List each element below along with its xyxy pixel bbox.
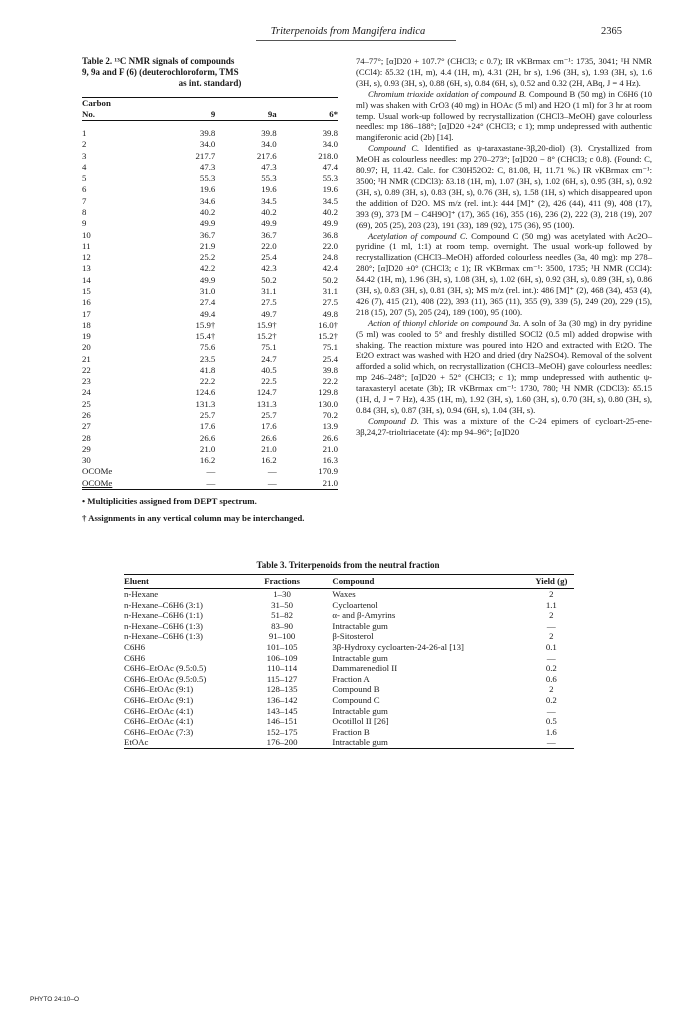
shift-value: 26.6 <box>199 432 216 443</box>
yield-value: 0.2 <box>545 663 557 674</box>
yield-value: 2 <box>549 631 554 642</box>
table-row <box>124 674 574 685</box>
shift-value: 24.8 <box>322 252 338 263</box>
eluent: C6H6–EtOAc (9.5:0.5) <box>124 663 207 674</box>
yield-value: 2 <box>549 684 554 695</box>
shift-value: 49.4 <box>199 308 216 319</box>
yield-value: 0.2 <box>545 694 557 705</box>
fraction-range: 128–135 <box>266 684 298 695</box>
compound-name: Fraction B <box>332 726 370 737</box>
paragraph-4-heading: Acetylation of compound C. <box>368 230 468 241</box>
shift-value: 50.2 <box>322 274 338 285</box>
paragraph-5-heading: Action of thionyl chloride on compound 3a. <box>368 317 521 328</box>
table-row <box>82 320 338 331</box>
eluent: C6H6–EtOAc (7:3) <box>124 726 194 737</box>
table2-caption-line2: 9, 9a and F (6) (deuterochloroform, TMS <box>82 67 239 77</box>
paragraph-1: 74–77°; [α]D20 + 107.7° (CHCl3; c 0.7); IR νKBrmax cm⁻¹: 1735, 3041; ¹H NMR (CCl4): δ5.32 (1H, m), 4.4 (1H, m), 4.31 (2H, br s), 1.96 (3H, s), 1.93 (3H, s), 1.6 (3H, s), 0.93 (3H, s), 0.88 (6H, s), 0.84 (6H, s), 0.52 and 0.32 (2H, ABq, J = 4 Hz). <box>356 56 652 88</box>
compound-name: Dammarenediol II <box>332 663 398 674</box>
shift-value: 130.0 <box>318 398 338 409</box>
shift-value: 15.4† <box>195 331 216 342</box>
paragraph-6-body: This was a mixture of the C-24 epimers of cycloart-25-ene-3β,24,27-trioltriacetate (4): mp 94–96°; [α]D20 <box>356 415 652 437</box>
shift-value: 49.9 <box>261 218 277 229</box>
footer-code: PHYTO 24:10–O <box>30 996 80 1003</box>
table-row <box>82 207 338 218</box>
table-row <box>124 737 574 748</box>
eluent: EtOAc <box>124 737 240 748</box>
shift-value: 34.0 <box>199 139 216 150</box>
shift-value: 75.1 <box>322 342 338 353</box>
table-row <box>124 653 574 664</box>
table2 <box>82 97 338 490</box>
table2-head-carbon: Carbon <box>82 98 154 110</box>
shift-value: 27.5 <box>261 297 277 308</box>
eluent: C6H6–EtOAc (9.5:0.5) <box>124 673 207 684</box>
shift-value: 19.6 <box>199 184 216 195</box>
carbon-number: 14 <box>82 274 91 285</box>
table2-head-no: No. <box>82 109 154 121</box>
paragraph-2-body: Compound B (50 mg) in C6H6 (10 ml) was shaken with CrO3 (40 mg) in HOAc (5 ml) and H2O (1 ml) for 3 hr at room temp. Usual work-up followed by recrystallization (CHCl3–MeOH) gave colourless needles: mp 186–188°; [α]D20 +24° (CHCl3; c 1); mmp undepressed with authentic mangiferonic acid (2b) [14]. <box>356 88 652 143</box>
shift-value: 22.2 <box>322 376 338 387</box>
table-row <box>124 716 574 727</box>
compound-name: Intractable gum <box>332 652 388 663</box>
paragraph-5 <box>356 318 652 416</box>
eluent: n-Hexane–C6H6 (1:1) <box>124 610 203 621</box>
paragraph-2-heading: Chromium trioxide oxidation of compound B. <box>368 88 527 99</box>
shift-value: 40.2 <box>199 206 216 217</box>
paragraph-4 <box>356 231 652 318</box>
shift-value: 31.1 <box>322 285 338 296</box>
table-row <box>124 684 574 695</box>
table-row <box>82 263 338 274</box>
shift-value: 217.6 <box>256 150 277 161</box>
table2-caption-line3: as int. standard) <box>178 78 242 88</box>
shift-value: 34.5 <box>261 195 277 206</box>
eluent: C6H6–EtOAc (9:1) <box>124 684 194 695</box>
shift-value: 22.2 <box>199 376 216 387</box>
shift-value: 47.4 <box>322 161 338 172</box>
shift-value: 42.3 <box>261 263 277 274</box>
compound-name: 3β-Hydroxy cycloarten-24-26-al [13] <box>332 641 464 652</box>
table-row <box>82 230 338 241</box>
table2-head-col3: 6* <box>277 109 338 121</box>
carbon-number: 1 <box>82 128 87 138</box>
eluent: C6H6 <box>124 641 146 652</box>
paragraph-6-heading: Compound D. <box>368 415 419 426</box>
shift-value: 49.7 <box>261 308 277 319</box>
table-row <box>82 455 338 466</box>
header-rule <box>256 40 456 41</box>
shift-value: 25.7 <box>261 410 277 421</box>
table-row <box>82 286 338 297</box>
shift-value: 39.8 <box>322 128 338 138</box>
table-row <box>82 184 338 195</box>
shift-value: 25.4 <box>322 353 338 364</box>
shift-value: 218.0 <box>318 150 338 161</box>
yield-value: — <box>529 737 574 748</box>
shift-value: 24.7 <box>261 353 277 364</box>
table-row <box>82 410 338 421</box>
carbon-number: 5 <box>82 173 87 184</box>
eluent: n-Hexane–C6H6 (3:1) <box>124 599 203 610</box>
table2-head-row2 <box>82 109 338 121</box>
table-row <box>124 642 574 653</box>
eluent: C6H6–EtOAc (4:1) <box>124 716 194 727</box>
compound-name: Ocotillol II [26] <box>332 716 389 727</box>
yield-value: — <box>546 620 556 631</box>
shift-value: 124.7 <box>256 387 277 398</box>
shift-value: 42.2 <box>199 263 216 274</box>
yield-value: 2 <box>549 610 554 621</box>
carbon-number: 12 <box>82 252 91 263</box>
table-row <box>82 196 338 207</box>
shift-value: 21.9 <box>199 240 216 251</box>
table2-head-col2: 9a <box>215 109 276 121</box>
table-row <box>82 252 338 263</box>
shift-value: 41.8 <box>199 364 216 375</box>
shift-value: 31.0 <box>199 285 216 296</box>
shift-value: 16.3 <box>322 455 338 466</box>
shift-value: 34.0 <box>322 139 338 150</box>
table2-head-col1: 9 <box>154 109 215 121</box>
shift-value: 129.8 <box>318 387 338 398</box>
table2-head-row1 <box>82 98 338 110</box>
shift-value: 131.3 <box>256 398 277 409</box>
carbon-number: 19 <box>82 331 91 342</box>
carbon-number: 13 <box>82 263 91 274</box>
shift-value: 21.0 <box>322 443 338 454</box>
carbon-number: 8 <box>82 206 87 217</box>
table-row <box>82 173 338 184</box>
shift-value: — <box>267 466 277 477</box>
shift-value: 26.6 <box>261 432 277 443</box>
shift-value: 49.9 <box>199 218 216 229</box>
table3 <box>124 574 574 749</box>
table-row <box>82 309 338 320</box>
table-row <box>82 421 338 432</box>
carbon-number: 16 <box>82 297 91 308</box>
shift-value: 50.2 <box>261 274 277 285</box>
fraction-range: 51–82 <box>271 610 294 621</box>
shift-value: 25.4 <box>261 252 277 263</box>
yield-value: 1.6 <box>545 726 557 737</box>
shift-value: 49.8 <box>322 308 338 319</box>
shift-value: 27.5 <box>322 297 338 308</box>
paragraph-6 <box>356 416 652 438</box>
table3-head-compound: Compound <box>324 575 528 589</box>
table-row <box>82 297 338 308</box>
shift-value: 17.6 <box>199 421 216 432</box>
fraction-range: 115–127 <box>266 673 298 684</box>
table-row <box>82 354 338 365</box>
fraction-range: 106–109 <box>266 652 298 663</box>
table3-head-eluent: Eluent <box>124 575 240 589</box>
carbon-number: 11 <box>82 240 91 251</box>
table-row <box>82 275 338 286</box>
yield-value: 0.6 <box>545 673 557 684</box>
eluent: C6H6–EtOAc (9:1) <box>124 694 194 705</box>
table-row <box>124 631 574 642</box>
fraction-range: 110–114 <box>267 663 298 674</box>
shift-value: 70.2 <box>322 410 338 421</box>
shift-value: — <box>215 478 276 490</box>
shift-value: 49.9 <box>199 274 216 285</box>
paragraph-2 <box>356 89 652 144</box>
compound-name: α- and β-Amyrins <box>332 610 396 621</box>
carbon-number: 9 <box>82 218 87 229</box>
shift-value: 19.6 <box>322 184 338 195</box>
yield-value: — <box>546 652 556 663</box>
eluent: n-Hexane <box>124 589 159 599</box>
shift-value: 34.5 <box>322 195 338 206</box>
table2-footnote-assign: † Assignments in any vertical column may be interchanged. <box>82 512 305 523</box>
compound-name: β-Sitosterol <box>332 631 374 642</box>
carbon-number: 21 <box>82 353 91 364</box>
shift-value: 17.6 <box>261 421 277 432</box>
table3-caption: Table 3. Triterpenoids from the neutral fraction <box>256 560 440 570</box>
carbon-number: 25 <box>82 398 91 409</box>
table-row <box>124 589 574 600</box>
compound-name: Intractable gum <box>332 620 388 631</box>
compound-name: Intractable gum <box>332 705 388 716</box>
shift-value: 75.6 <box>199 342 216 353</box>
yield-value: 2 <box>549 589 554 599</box>
eluent: n-Hexane–C6H6 (1:3) <box>124 620 203 631</box>
fraction-range: 136–142 <box>266 694 298 705</box>
fraction-range: 176–200 <box>240 737 325 748</box>
fraction-range: 146–151 <box>266 716 298 727</box>
table-row <box>82 387 338 398</box>
fraction-range: 31–50 <box>271 599 294 610</box>
table-row <box>124 610 574 621</box>
carbon-number: 28 <box>82 432 91 443</box>
carbon-number: OCOMe <box>82 466 113 477</box>
shift-value: 47.3 <box>199 161 216 172</box>
table-row <box>124 706 574 717</box>
shift-value: 25.7 <box>199 410 216 421</box>
shift-value: 22.0 <box>322 240 338 251</box>
shift-value: 40.2 <box>322 206 338 217</box>
compound-name: Waxes <box>332 589 356 599</box>
shift-value: 55.3 <box>322 173 338 184</box>
table2-caption-line1: Table 2. ¹³C NMR signals of compounds <box>82 56 235 66</box>
carbon-number: 29 <box>82 443 91 454</box>
shift-value: 55.3 <box>199 173 216 184</box>
shift-value: 36.7 <box>199 229 216 240</box>
table3-head-yield: Yield (g) <box>529 575 574 589</box>
fraction-range: 1–30 <box>273 589 291 599</box>
carbon-number: 17 <box>82 308 91 319</box>
carbon-number: 4 <box>82 161 87 172</box>
table-row <box>82 218 338 229</box>
table-row <box>82 433 338 444</box>
yield-value: 1.1 <box>545 599 557 610</box>
shift-value: 39.8 <box>261 128 277 138</box>
table-row <box>82 139 338 150</box>
shift-value: 15.2† <box>256 331 277 342</box>
eluent: C6H6 <box>124 652 146 663</box>
paragraph-5-body: A soln of 3a (30 mg) in dry pyridine (5 ml) was cooled to 5° and freshly distilled SOCl2 (0.5 ml) added dropwise with shaking. The reaction mixture was poured into H2O and extracted with Et2O. The Et2O extract was washed with H2O and dried (dry Na2SO4). Removal of the solvent afforded a solid which, on recrystallization (CHCl3–MeOH) gave colourless needles: mp 246–248°; [α]D20 + 52° (CHCl3; c 1); mmp undepressed with authentic ψ-taraxasteryl acetate (3b); IR νKBrmax cm⁻¹: 1730, 780; ¹H NMR (CDCl3): δ5.15 (1H, d, J = 7 Hz), 4.35 (1H, m), 1.92 (3H, s), 1.60 (3H, s), 0.70 (3H, s), 0.80 (3H, s), 0.84 (3H, s), 0.87 (3H, s), 0.94 (6H, s), 1.04 (3H, s). <box>356 317 652 415</box>
shift-value: 21.0 <box>277 478 338 490</box>
shift-value: — <box>206 466 216 477</box>
shift-value: 34.0 <box>261 139 277 150</box>
carbon-number: 27 <box>82 421 91 432</box>
table-row <box>82 342 338 353</box>
carbon-number: 15 <box>82 285 91 296</box>
shift-value: 170.9 <box>318 466 338 477</box>
shift-value: 21.0 <box>199 443 216 454</box>
table-row <box>82 241 338 252</box>
shift-value: 40.2 <box>261 206 277 217</box>
table-row <box>124 600 574 611</box>
table-row <box>82 151 338 162</box>
shift-value: 124.6 <box>195 387 216 398</box>
page-number: 2365 <box>601 26 622 37</box>
shift-value: 25.2 <box>199 252 216 263</box>
table-row <box>82 365 338 376</box>
shift-value: 55.3 <box>261 173 277 184</box>
left-column <box>82 56 338 523</box>
fraction-range: 143–145 <box>266 705 298 716</box>
shift-value: 13.9 <box>322 421 338 432</box>
carbon-number: 7 <box>82 195 87 206</box>
table-row <box>82 128 338 139</box>
shift-value: 39.8 <box>199 128 216 138</box>
shift-value: 39.8 <box>322 364 338 375</box>
table-row <box>82 331 338 342</box>
table-row <box>82 162 338 173</box>
shift-value: 21.0 <box>261 443 277 454</box>
carbon-number: OCOMe <box>82 478 154 490</box>
shift-value: 36.8 <box>322 229 338 240</box>
carbon-number: 6 <box>82 184 87 195</box>
shift-value: 47.3 <box>261 161 277 172</box>
fraction-range: 83–90 <box>271 620 294 631</box>
table-row <box>82 478 338 490</box>
shift-value: 34.6 <box>199 195 216 206</box>
carbon-number: 26 <box>82 410 91 421</box>
table-row <box>82 376 338 387</box>
shift-value: 16.2 <box>199 455 216 466</box>
shift-value: 31.1 <box>261 285 277 296</box>
table3-header-row <box>124 575 574 589</box>
carbon-number: 18 <box>82 319 91 330</box>
shift-value: 217.7 <box>195 150 216 161</box>
carbon-number: 20 <box>82 342 91 353</box>
shift-value: 27.4 <box>199 297 216 308</box>
paragraph-3-heading: Compound C. <box>368 143 420 154</box>
yield-value: 0.5 <box>545 716 557 727</box>
shift-value: — <box>154 478 215 490</box>
fraction-range: 101–105 <box>266 641 298 652</box>
table-row <box>124 663 574 674</box>
table-row <box>82 466 338 477</box>
shift-value: 22.0 <box>261 240 277 251</box>
table-row <box>124 695 574 706</box>
table2-caption <box>82 56 338 89</box>
shift-value: 49.9 <box>322 218 338 229</box>
compound-name: Fraction A <box>332 673 370 684</box>
carbon-number: 23 <box>82 376 91 387</box>
shift-value: 75.1 <box>261 342 277 353</box>
right-column <box>356 56 652 438</box>
shift-value: 15.9† <box>195 319 216 330</box>
shift-value: 16.0† <box>318 319 338 330</box>
carbon-number: 3 <box>82 150 87 161</box>
carbon-number: 22 <box>82 364 91 375</box>
eluent: n-Hexane–C6H6 (1:3) <box>124 631 203 642</box>
table-row <box>82 444 338 455</box>
running-header <box>0 26 696 40</box>
carbon-number: 10 <box>82 229 91 240</box>
fraction-range: 91–100 <box>268 631 296 642</box>
carbon-number: 30 <box>82 455 91 466</box>
shift-value: 36.7 <box>261 229 277 240</box>
shift-value: 23.5 <box>199 353 216 364</box>
table-row <box>124 727 574 738</box>
shift-value: 15.9† <box>256 319 277 330</box>
paragraph-3 <box>356 143 652 230</box>
shift-value: 131.3 <box>195 398 216 409</box>
compound-name: Compound C <box>332 694 380 705</box>
shift-value: 22.5 <box>261 376 277 387</box>
table-row <box>124 621 574 632</box>
yield-value: — <box>546 705 556 716</box>
table-row <box>82 399 338 410</box>
shift-value: 19.6 <box>261 184 277 195</box>
compound-name: Intractable gum <box>324 737 528 748</box>
yield-value: 0.1 <box>545 641 557 652</box>
shift-value: 42.4 <box>322 263 338 274</box>
compound-name: Compound B <box>332 684 380 695</box>
carbon-number: 2 <box>82 139 87 150</box>
fraction-range: 152–175 <box>266 726 298 737</box>
running-title: Triterpenoids from Mangifera indica <box>270 26 426 37</box>
table3-head-fractions: Fractions <box>240 575 325 589</box>
shift-value: 40.5 <box>261 364 277 375</box>
shift-value: 16.2 <box>261 455 277 466</box>
table2-footnote-dept: • Multiplicities assigned from DEPT spectrum. <box>82 496 257 506</box>
paragraph-3-body: Identified as ψ-taraxastane-3β,20-diol) (3). Crystallized from MeOH as colourless needles: mp 270–273°; [α]D20 − 8° (CHCl3; c 0.8). (Found: C, 80.97; H, 11.42. Calc. for C30H52O2: C, 81.08, H, 11.71 %.) IR νKBrmax cm⁻¹: 3500; ¹H NMR (CDCl3): δ3.18 (1H, m), 1.07 (3H, s), 1.02 (6H, s), 0.95 (3H, s), 0.92 (3H, s), 0.89 (3H, s), 0.83 (3H, s), 0.76 (3H, s), 1.58 (1H, s) which disappeared upon the addition of D2O. MS m/z (rel. int.): 444 [M]⁺ (2), 426 (44), 411 (9), 408 (17), 393 (9), 373 [M − C4H9O]⁺ (17), 365 (16), 355 (16), 236 (2), 222 (3), 218 (19), 207 (69), 205 (25), 203 (23), 191 (33), 189 (92), 175 (36), 95 (100). <box>356 143 653 230</box>
paragraph-4-body: Compound C (50 mg) was acetylated with Ac2O–pyridine (1 ml, 1:1) at room temp. overnight. The usual work-up followed by recrystallization (CHCl3–MeOH) afforded colourless needles (3a, 40 mg): mp 278–280°; [α]D20 ±0° (CHCl3; c 1); IR νKBrmax cm⁻¹: 3500, 1735; ¹H NMR (CCl4): δ4.42 (1H, m), 1.96 (3H, s), 1.08 (3H, s), 1.02 (6H, s), 0.92 (3H, s), 0.89 (3H, s), 0.86 (3H, s), 0.83 (3H, s), 0.81 (3H, s); MS m/z (rel. int.): 486 [M]⁺ (2), 468 (34), 453 (4), 426 (7), 415 (21), 408 (22), 393 (11), 365 (11), 355 (9), 339 (5), 249 (20), 229 (15), 218 (15), 207 (5), 205 (24), 189 (100), 95 (100). <box>356 230 652 317</box>
shift-value: 26.6 <box>322 432 338 443</box>
carbon-number: 24 <box>82 387 91 398</box>
eluent: C6H6–EtOAc (4:1) <box>124 705 194 716</box>
compound-name: Cycloartenol <box>332 599 378 610</box>
shift-value: 15.2† <box>318 331 338 342</box>
